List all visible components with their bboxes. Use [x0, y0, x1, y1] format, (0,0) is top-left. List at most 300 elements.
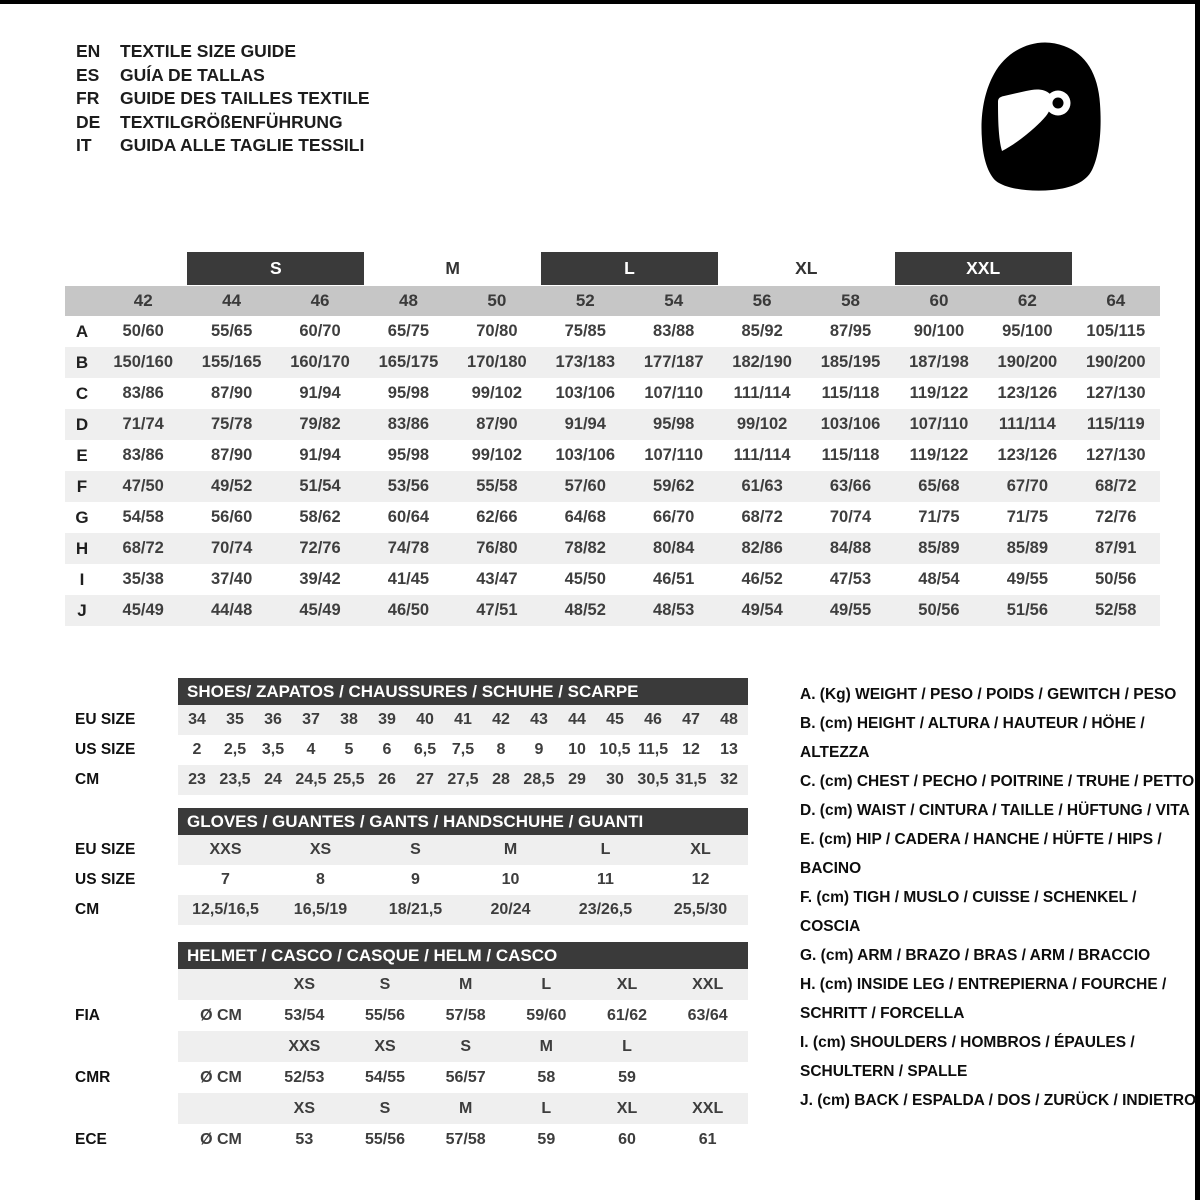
- table-row-j: [65, 595, 1160, 626]
- legend-item: C. (cm) CHEST / PECHO / POITRINE / TRUHE / PETTO: [800, 773, 1195, 790]
- size-value-cell: 87/91: [1095, 539, 1137, 557]
- shoes-eu-row: [75, 705, 748, 735]
- glove-size-cell: XL: [690, 841, 711, 858]
- helmet-icon: [978, 40, 1106, 192]
- helmet-value-cell: 55/56: [364, 1006, 406, 1024]
- size-value-cell: 187/198: [909, 353, 969, 371]
- size-value-cell: 76/80: [476, 539, 518, 557]
- size-value-cell: 61/63: [741, 477, 783, 495]
- unit-label: Ø CM: [200, 1006, 242, 1024]
- table-row-d: [65, 409, 1160, 440]
- language-title-list: [76, 40, 370, 158]
- size-value-cell: 45/49: [122, 601, 164, 619]
- helmet-value-cell: 56/57: [445, 1068, 486, 1086]
- shoe-size-cell: 43: [530, 711, 548, 728]
- size-value-cell: 123/126: [997, 384, 1058, 402]
- shoe-size-cell: 10,5: [599, 741, 631, 758]
- shoes-us-values: [178, 735, 748, 765]
- shoe-size-cell: 24: [264, 771, 282, 788]
- row-label: CM: [75, 771, 100, 788]
- size-value-cell: 170/180: [467, 353, 527, 371]
- language-row: [76, 134, 370, 158]
- helmet-size-cell: XS: [293, 975, 315, 993]
- size-value-cell: 74/78: [387, 539, 430, 557]
- helmet-value-cell: 59/60: [526, 1006, 567, 1024]
- shoes-us-row: [75, 735, 748, 765]
- size-number-row: [65, 286, 1160, 316]
- size-value-cell: 35/38: [122, 570, 164, 588]
- row-label: EU SIZE: [75, 841, 136, 858]
- size-value-cell: 115/118: [821, 384, 880, 402]
- glove-size-cell: M: [503, 841, 518, 858]
- glove-size-cell: 20/24: [490, 901, 531, 918]
- size-value-cell: 72/76: [1095, 508, 1137, 526]
- helmet-value-cell: 59: [618, 1068, 636, 1086]
- size-value-cell: 105/115: [1086, 322, 1146, 340]
- table-row-c: [65, 378, 1160, 409]
- legend-item: G. (cm) ARM / BRAZO / BRAS / ARM / BRACCIO: [800, 947, 1151, 964]
- size-number-cell: 42: [133, 291, 153, 310]
- legend-item: H. (cm) INSIDE LEG / ENTREPIERNA / FOURCHE / SCHRITT / FORCELLA: [800, 976, 1167, 1022]
- shoe-size-cell: 5: [344, 741, 354, 758]
- helmet-value-cell: 57/58: [445, 1130, 486, 1148]
- size-value-cell: 45/49: [299, 601, 341, 619]
- size-value-cell: 52/58: [1095, 601, 1137, 619]
- gloves-us-values: [178, 865, 748, 895]
- size-value-cell: 80/84: [653, 539, 695, 557]
- size-value-cell: 99/102: [471, 384, 523, 402]
- ece-sizes: [178, 1093, 748, 1124]
- table-row-e: [65, 440, 1160, 471]
- helmet-value-cell: 55/56: [364, 1130, 406, 1148]
- row-key: H: [75, 538, 89, 558]
- size-number-cell: 56: [752, 291, 772, 310]
- size-value-cell: 95/98: [387, 384, 430, 402]
- helmet-size-cell: XS: [374, 1037, 396, 1055]
- helmet-ece-value-row: [75, 1124, 748, 1155]
- shoe-size-cell: 46: [644, 711, 662, 728]
- size-value-cell: 63/66: [829, 477, 872, 495]
- language-code: DE: [76, 111, 101, 132]
- helmet-value-cell: 52/53: [284, 1068, 325, 1086]
- glove-size-cell: 9: [411, 871, 420, 888]
- size-value-cell: 67/70: [1006, 477, 1049, 495]
- size-group-s: S: [187, 252, 364, 285]
- shoe-size-cell: 23,5: [219, 771, 251, 788]
- size-value-cell: 58/62: [299, 508, 341, 526]
- size-value-cell: 91/94: [564, 415, 606, 433]
- gloves-cm-row: [75, 895, 748, 925]
- size-value-cell: 107/110: [644, 384, 704, 402]
- shoe-size-cell: 40: [416, 711, 434, 728]
- size-value-cell: 46/51: [653, 570, 695, 588]
- shoe-size-cell: 2,5: [223, 741, 247, 758]
- language-label: GUÍA DE TALLAS: [120, 64, 265, 85]
- shoe-size-cell: 30,5: [637, 771, 669, 788]
- glove-size-cell: 16,5/19: [293, 901, 348, 918]
- helmet-cmr-value-row: [75, 1062, 748, 1093]
- helmet-value-cell: 61: [698, 1130, 717, 1148]
- size-value-cell: 111/114: [998, 415, 1056, 433]
- size-value-cell: 47/51: [476, 601, 518, 619]
- shoe-size-cell: 37: [302, 711, 320, 728]
- size-value-cell: 71/75: [1006, 508, 1049, 526]
- shoe-size-cell: 6,5: [413, 741, 437, 758]
- size-value-cell: 115/119: [1086, 415, 1145, 433]
- shoe-size-cell: 27,5: [447, 771, 479, 788]
- glove-size-cell: S: [410, 841, 421, 858]
- shoe-size-cell: 32: [720, 771, 738, 788]
- size-number-cell: 60: [929, 291, 949, 310]
- sub-tables: [75, 678, 748, 1155]
- shoe-size-cell: 28,5: [523, 771, 555, 788]
- fia-values: [178, 1000, 748, 1031]
- gloves-table-title: GLOVES / GUANTES / GANTS / HANDSCHUHE / GUANTI: [178, 808, 748, 835]
- language-code: IT: [76, 135, 92, 155]
- size-value-cell: 71/74: [122, 415, 164, 433]
- size-value-cell: 91/94: [299, 446, 341, 464]
- language-code: FR: [76, 88, 100, 108]
- size-number-cell: 62: [1017, 291, 1037, 310]
- size-value-cell: 90/100: [913, 322, 965, 340]
- shoe-size-cell: 13: [720, 741, 738, 758]
- shoe-size-cell: 36: [264, 711, 282, 728]
- shoe-size-cell: 25,5: [333, 771, 365, 788]
- size-value-cell: 150/160: [113, 353, 174, 371]
- glove-size-cell: XXS: [209, 841, 242, 858]
- size-value-cell: 72/76: [299, 539, 341, 557]
- shoe-size-cell: 31,5: [675, 771, 707, 788]
- helmet-cmr-size-row: [75, 1031, 748, 1062]
- size-value-cell: 160/170: [290, 353, 350, 371]
- unit-label: Ø CM: [200, 1068, 242, 1086]
- language-label: TEXTILE SIZE GUIDE: [120, 41, 296, 61]
- size-value-cell: 49/52: [210, 477, 253, 495]
- helmet-value-cell: 59: [537, 1130, 556, 1148]
- shoe-size-cell: 10: [568, 741, 586, 758]
- fia-sizes: [178, 969, 748, 1000]
- shoe-size-cell: 30: [606, 771, 624, 788]
- size-value-cell: 43/47: [476, 570, 518, 588]
- size-value-cell: 95/98: [653, 415, 695, 433]
- size-value-cell: 177/187: [643, 353, 704, 371]
- row-label: US SIZE: [75, 871, 136, 888]
- size-number-cell: 46: [310, 291, 330, 310]
- size-value-cell: 127/130: [1085, 384, 1146, 402]
- standard-label: ECE: [75, 1130, 107, 1148]
- measurement-legend: [800, 680, 1198, 1115]
- size-value-cell: 57/60: [564, 477, 606, 495]
- size-value-cell: 39/42: [299, 570, 341, 588]
- shoes-cm-row: [75, 765, 748, 795]
- size-value-cell: 119/122: [909, 384, 969, 402]
- glove-size-cell: 18/21,5: [388, 901, 443, 918]
- size-value-cell: 62/66: [476, 508, 518, 526]
- shoe-size-cell: 34: [188, 711, 206, 728]
- size-value-cell: 115/118: [821, 446, 880, 464]
- glove-size-cell: L: [600, 841, 611, 858]
- gloves-cm-values: [178, 895, 748, 925]
- size-value-cell: 85/89: [1006, 539, 1049, 557]
- helmet-size-cell: S: [379, 1099, 391, 1117]
- size-value-cell: 83/86: [122, 384, 164, 402]
- helmet-fia-value-row: [75, 1000, 748, 1031]
- row-key: A: [75, 321, 89, 341]
- size-number-cell: 48: [398, 291, 418, 310]
- size-value-cell: 65/68: [918, 477, 960, 495]
- size-value-cell: 87/90: [210, 446, 253, 464]
- table-row-a: [65, 316, 1160, 347]
- size-value-cell: 103/106: [555, 384, 616, 402]
- size-value-cell: 87/90: [210, 384, 253, 402]
- size-value-cell: 41/45: [387, 570, 430, 588]
- table-row-h: [65, 533, 1160, 564]
- size-group-l: L: [541, 252, 718, 285]
- standard-label: CMR: [75, 1068, 111, 1086]
- language-label: GUIDE DES TAILLES TEXTILE: [120, 88, 370, 108]
- helmet-size-cell: XS: [293, 1099, 315, 1117]
- legend-item: B. (cm) HEIGHT / ALTURA / HAUTEUR / HÖHE / ALTEZZA: [800, 715, 1145, 761]
- shoe-size-cell: 29: [568, 771, 586, 788]
- size-value-cell: 83/86: [122, 446, 164, 464]
- shoe-size-cell: 11,5: [637, 741, 669, 758]
- unit-label: Ø CM: [200, 1130, 242, 1148]
- helmet-size-cell: XL: [616, 1099, 638, 1117]
- helmet-value-cell: 63/64: [687, 1006, 728, 1024]
- size-value-cell: 99/102: [736, 415, 788, 433]
- size-value-cell: 44/48: [210, 601, 253, 619]
- size-value-cell: 50/60: [122, 322, 164, 340]
- size-value-cell: 107/110: [644, 446, 704, 464]
- size-value-cell: 60/64: [387, 508, 430, 526]
- size-value-cell: 95/100: [1002, 322, 1053, 340]
- legend-item: I. (cm) SHOULDERS / HOMBROS / ÉPAULES / SCHULTERN / SPALLE: [800, 1034, 1135, 1080]
- shoe-size-cell: 7,5: [451, 741, 475, 758]
- size-value-cell: 119/122: [909, 446, 969, 464]
- size-group-m: M: [445, 258, 460, 278]
- shoe-size-cell: 6: [382, 741, 392, 758]
- shoes-table-title: SHOES/ ZAPATOS / CHAUSSURES / SCHUHE / SCARPE: [178, 678, 748, 705]
- size-value-cell: 68/72: [741, 508, 783, 526]
- size-value-cell: 47/50: [122, 477, 164, 495]
- size-number-cell: 64: [1106, 291, 1126, 310]
- helmet-size-cell: M: [458, 1099, 473, 1117]
- size-value-cell: 83/86: [387, 415, 430, 433]
- gloves-us-row: [75, 865, 748, 895]
- helmet-value-cell: 54/55: [364, 1068, 406, 1086]
- row-key: D: [75, 414, 89, 434]
- size-number-cell: 54: [664, 291, 684, 310]
- shoes-eu-values: [178, 705, 748, 735]
- size-value-cell: 50/56: [918, 601, 960, 619]
- shoe-size-cell: 12: [682, 741, 700, 758]
- helmet-table-title: HELMET / CASCO / CASQUE / HELM / CASCO: [178, 942, 748, 969]
- helmet-fia-size-row: [75, 969, 748, 1000]
- size-value-cell: 49/55: [1006, 570, 1049, 588]
- helmet-value-cell: 60: [618, 1130, 636, 1148]
- helmet-size-cell: S: [460, 1037, 471, 1055]
- size-number-cell: 52: [575, 291, 595, 310]
- glove-size-cell: XS: [309, 841, 332, 858]
- size-value-cell: 190/200: [997, 353, 1058, 371]
- shoe-size-cell: 41: [454, 711, 472, 728]
- shoe-size-cell: 4: [306, 741, 316, 758]
- size-value-cell: 55/65: [210, 322, 253, 340]
- language-label: TEXTILGRÖßENFÜHRUNG: [120, 111, 343, 132]
- legend-item: F. (cm) TIGH / MUSLO / CUISSE / SCHENKEL / COSCIA: [800, 889, 1137, 935]
- size-value-cell: 95/98: [387, 446, 430, 464]
- shoe-size-cell: 44: [568, 711, 586, 728]
- helmet-value-cell: 58: [537, 1068, 556, 1086]
- size-value-cell: 68/72: [122, 539, 164, 557]
- helmet-size-cell: M: [458, 975, 473, 993]
- table-row-g: [65, 502, 1160, 533]
- size-value-cell: 48/53: [653, 601, 695, 619]
- row-label: EU SIZE: [75, 711, 136, 728]
- textile-size-table: [65, 252, 1160, 626]
- language-row: [76, 87, 370, 111]
- row-label: US SIZE: [75, 741, 136, 758]
- shoe-size-cell: 35: [226, 711, 244, 728]
- shoe-size-cell: 28: [492, 771, 510, 788]
- size-value-cell: 85/92: [741, 322, 783, 340]
- size-value-cell: 85/89: [918, 539, 960, 557]
- legend-item: J. (cm) BACK / ESPALDA / DOS / ZURÜCK / INDIETRO: [800, 1092, 1197, 1109]
- size-value-cell: 48/52: [564, 601, 606, 619]
- size-value-cell: 155/165: [201, 353, 262, 371]
- size-value-cell: 87/90: [476, 415, 518, 433]
- glove-size-cell: 12: [691, 871, 710, 888]
- size-value-cell: 75/78: [210, 415, 253, 433]
- size-value-cell: 64/68: [564, 508, 606, 526]
- size-value-cell: 99/102: [471, 446, 523, 464]
- row-key: F: [76, 476, 88, 496]
- size-value-cell: 56/60: [210, 508, 253, 526]
- shoe-size-cell: 45: [606, 711, 624, 728]
- helmet-size-cell: L: [541, 975, 552, 993]
- size-value-cell: 51/56: [1006, 601, 1049, 619]
- shoe-size-cell: 2: [192, 741, 202, 758]
- size-value-cell: 111/114: [733, 384, 791, 402]
- helmet-size-cell: M: [539, 1037, 553, 1055]
- size-value-cell: 87/95: [829, 322, 872, 340]
- cmr-values: [178, 1062, 748, 1093]
- table-row-f: [65, 471, 1160, 502]
- size-value-cell: 71/75: [918, 508, 960, 526]
- standard-label: FIA: [75, 1006, 100, 1024]
- row-key: I: [79, 569, 85, 589]
- helmet-value-cell: 53/54: [284, 1006, 325, 1024]
- size-value-cell: 84/88: [829, 539, 872, 557]
- shoe-size-cell: 47: [682, 711, 700, 728]
- size-value-cell: 60/70: [299, 322, 341, 340]
- size-value-cell: 45/50: [564, 570, 606, 588]
- size-value-cell: 47/53: [829, 570, 872, 588]
- size-value-cell: 37/40: [210, 570, 253, 588]
- size-value-cell: 51/54: [299, 477, 341, 495]
- shoe-size-cell: 9: [534, 741, 544, 758]
- size-value-cell: 185/195: [820, 353, 881, 371]
- helmet-ece-size-row: [75, 1093, 748, 1124]
- top-border-line: [0, 0, 1200, 4]
- shoe-size-cell: 23: [188, 771, 206, 788]
- shoe-size-cell: 38: [340, 711, 358, 728]
- table-row-b: [65, 347, 1160, 378]
- size-value-cell: 79/82: [299, 415, 341, 433]
- language-row: [76, 40, 370, 64]
- size-value-cell: 182/190: [732, 353, 792, 371]
- size-value-cell: 65/75: [387, 322, 430, 340]
- size-value-cell: 46/50: [387, 601, 430, 619]
- language-row: [76, 64, 370, 88]
- language-label: GUIDA ALLE TAGLIE TESSILI: [120, 135, 365, 155]
- row-key: J: [77, 600, 87, 620]
- shoe-size-cell: 39: [378, 711, 396, 728]
- shoe-size-cell: 48: [720, 711, 738, 728]
- size-value-cell: 70/80: [476, 322, 518, 340]
- row-key: E: [76, 445, 88, 465]
- helmet-size-cell: XL: [616, 975, 638, 993]
- helmet-size-cell: L: [622, 1037, 632, 1055]
- size-value-cell: 50/56: [1095, 570, 1137, 588]
- size-value-cell: 82/86: [741, 539, 783, 557]
- language-row: [76, 111, 370, 135]
- size-group-xl: XL: [795, 258, 818, 278]
- glove-size-cell: 11: [597, 871, 614, 888]
- size-value-cell: 54/58: [122, 508, 164, 526]
- helmet-size-cell: XXL: [692, 975, 724, 993]
- glove-size-cell: 12,5/16,5: [192, 901, 259, 918]
- glove-size-cell: 7: [221, 871, 230, 888]
- language-code: ES: [76, 64, 100, 85]
- shoe-size-cell: 42: [492, 711, 510, 728]
- legend-item: E. (cm) HIP / CADERA / HANCHE / HÜFTE / HIPS / BACINO: [800, 831, 1162, 877]
- size-number-cell: 50: [487, 291, 507, 310]
- size-value-cell: 190/200: [1085, 353, 1146, 371]
- size-value-cell: 48/54: [918, 570, 960, 588]
- size-value-cell: 49/55: [829, 601, 872, 619]
- shoe-size-cell: 24,5: [295, 771, 327, 788]
- shoe-size-cell: 26: [378, 771, 396, 788]
- gloves-eu-values: [178, 835, 748, 865]
- legend-item: A. (Kg) WEIGHT / PESO / POIDS / GEWITCH / PESO: [800, 686, 1177, 703]
- size-value-cell: 173/183: [555, 353, 616, 371]
- shoe-size-cell: 8: [496, 741, 506, 758]
- language-code: EN: [76, 41, 101, 61]
- gloves-eu-row: [75, 835, 748, 865]
- size-value-cell: 127/130: [1085, 446, 1146, 464]
- size-value-cell: 68/72: [1095, 477, 1137, 495]
- ece-values: [178, 1124, 748, 1155]
- size-value-cell: 70/74: [829, 508, 872, 526]
- size-value-cell: 123/126: [997, 446, 1058, 464]
- helmet-value-cell: 53: [295, 1130, 314, 1148]
- size-value-cell: 66/70: [653, 508, 695, 526]
- glove-size-cell: 23/26,5: [578, 901, 633, 918]
- size-value-cell: 103/106: [820, 415, 881, 433]
- shoes-cm-values: [178, 765, 748, 795]
- size-value-cell: 55/58: [476, 477, 518, 495]
- size-number-cell: 58: [841, 291, 860, 310]
- legend-item: D. (cm) WAIST / CINTURA / TAILLE / HÜFTUNG / VITA: [800, 802, 1190, 819]
- helmet-size-cell: L: [541, 1099, 552, 1117]
- shoe-size-cell: 3,5: [261, 741, 285, 758]
- size-value-cell: 53/56: [387, 477, 430, 495]
- glove-size-cell: 10: [501, 871, 520, 888]
- row-key: B: [75, 352, 89, 372]
- size-number-cell: 44: [222, 291, 242, 310]
- size-value-cell: 59/62: [653, 477, 695, 495]
